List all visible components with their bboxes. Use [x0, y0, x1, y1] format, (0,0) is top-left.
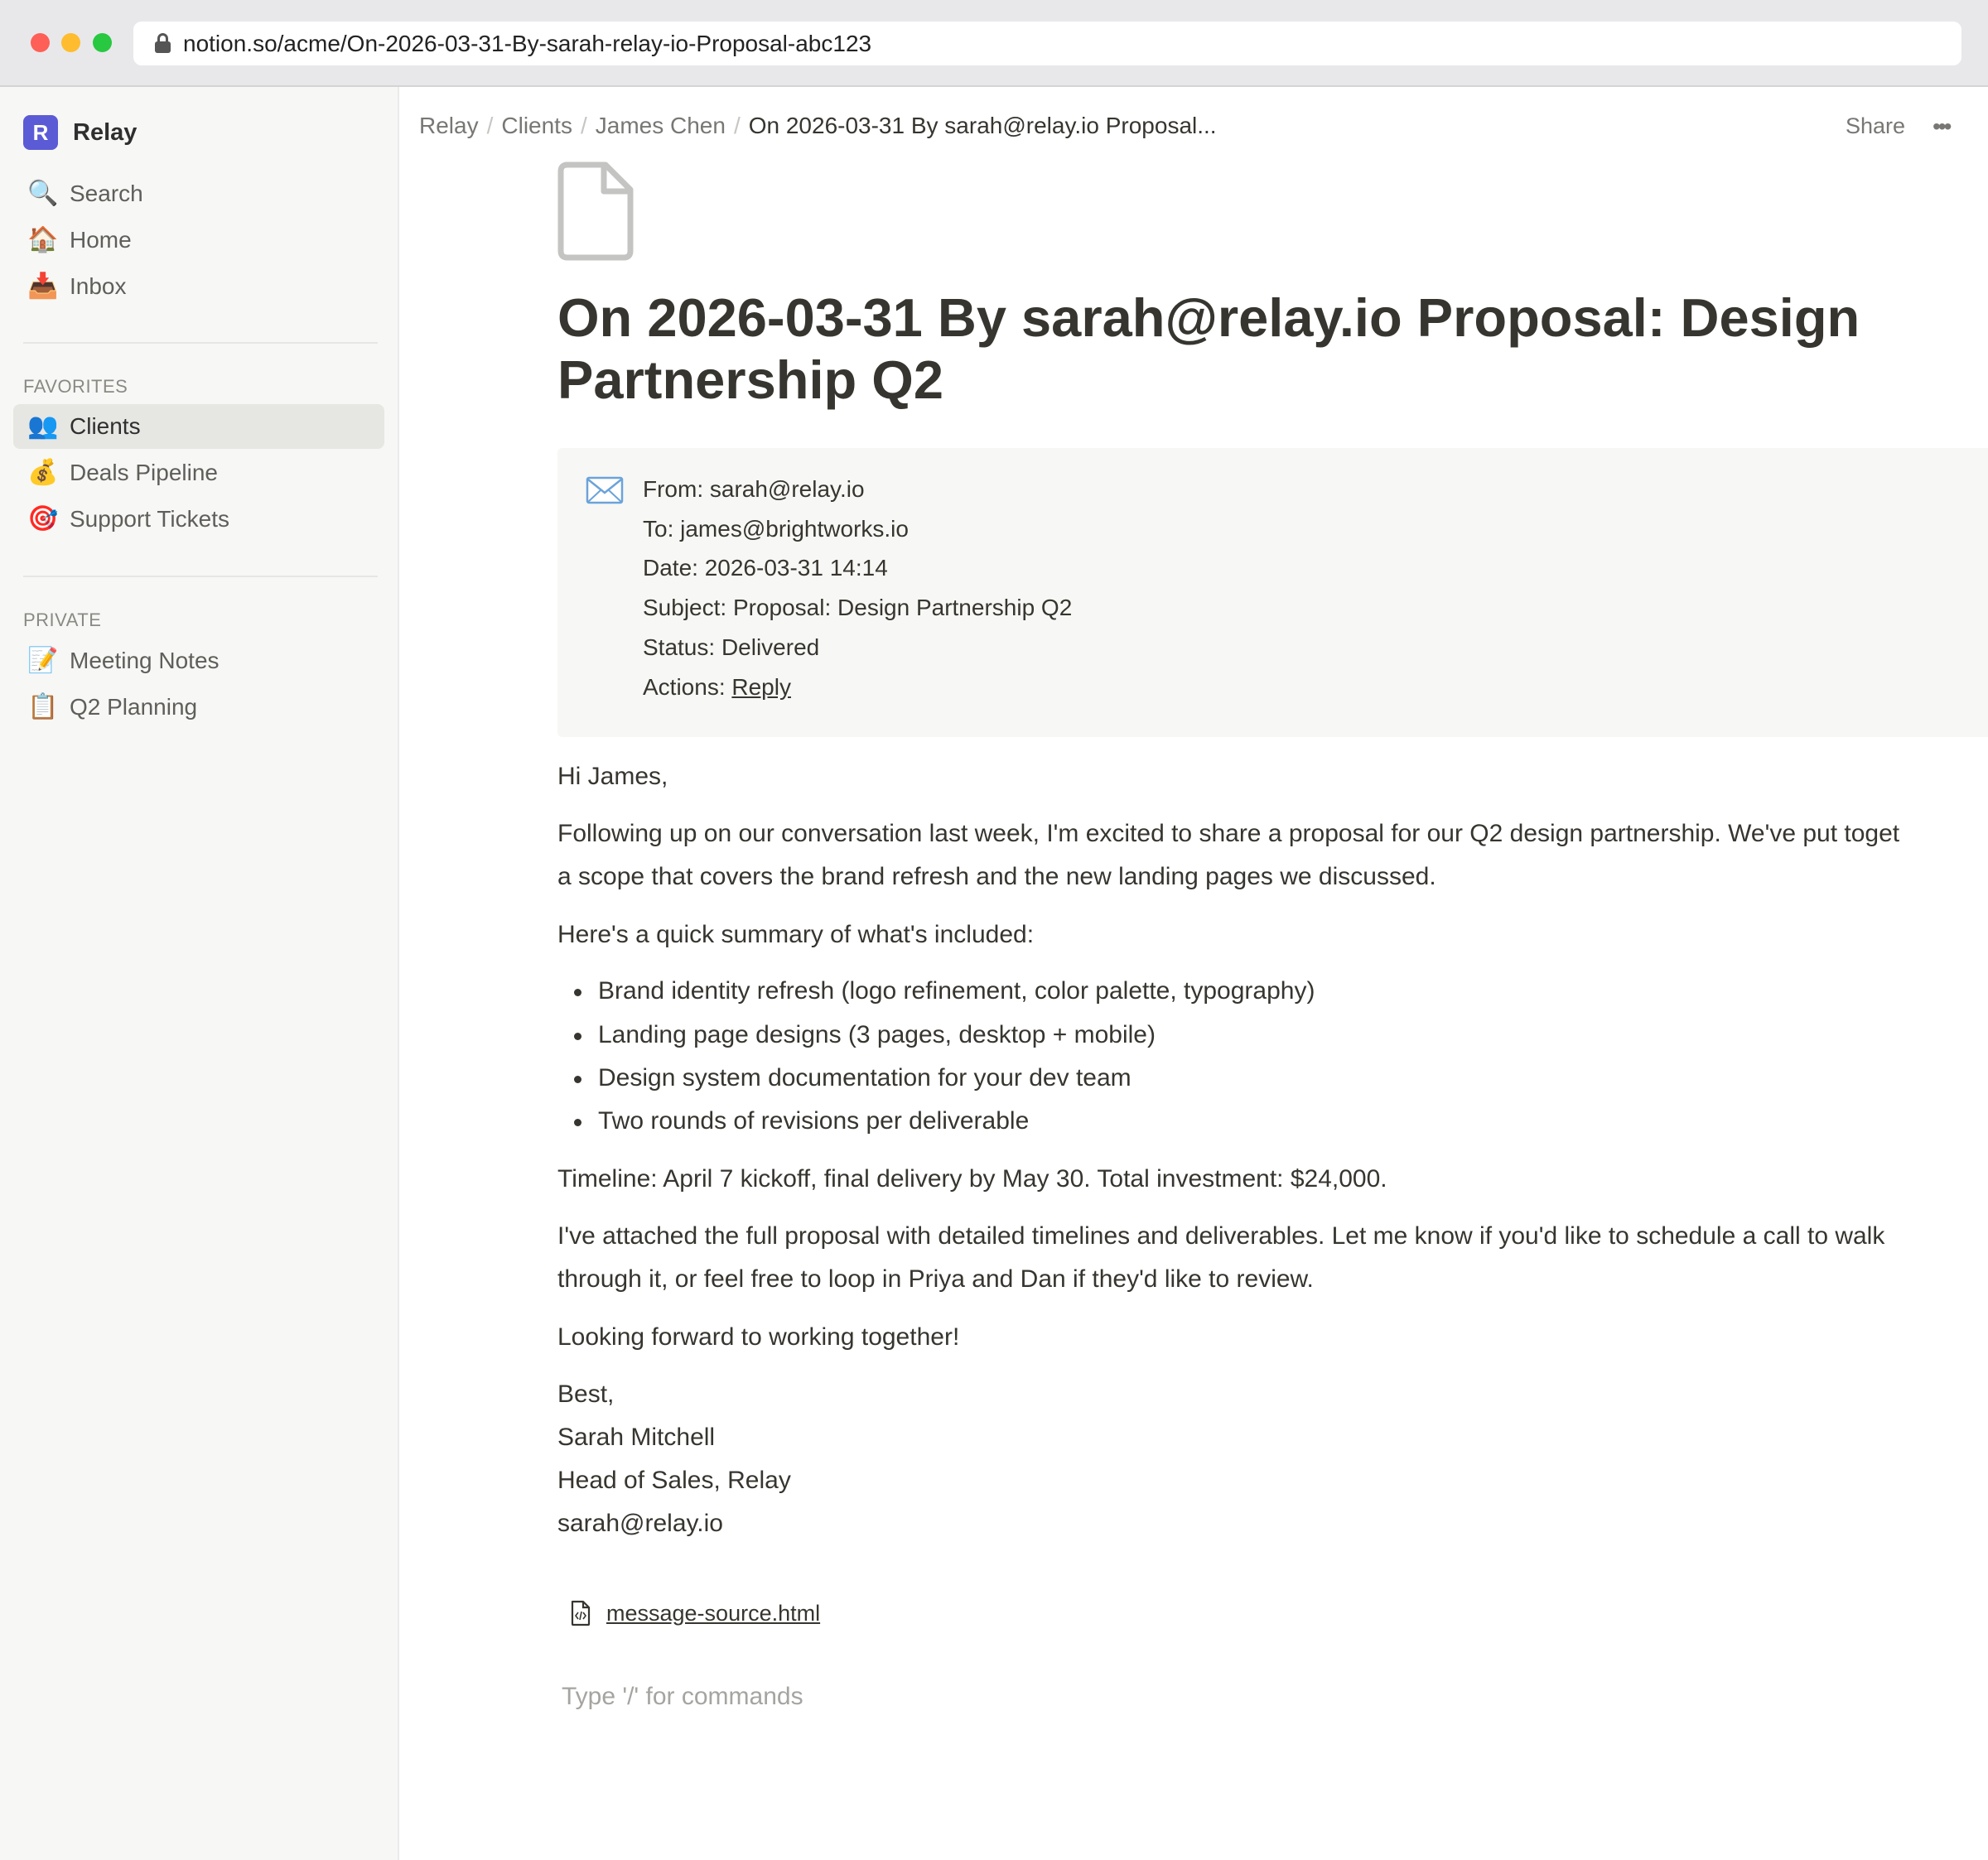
- sidebar-item-support-tickets[interactable]: [13, 497, 384, 542]
- money-bag-icon: 💰: [27, 459, 59, 486]
- sidebar-item-label: Inbox: [70, 273, 127, 299]
- sidebar-item-meeting-notes[interactable]: [13, 638, 384, 683]
- breadcrumb-separator: /: [733, 113, 741, 138]
- body-paragraph-1-line-1: Following up on our conversation last week, I'm excited to share a proposal for our Q2 design partnership. We've put toget: [557, 820, 1900, 847]
- bullet-dot: [574, 1076, 581, 1083]
- command-input-placeholder[interactable]: Type '/' for commands: [562, 1683, 803, 1710]
- clipboard-icon: 📋: [27, 693, 59, 720]
- email-from: From: sarah@relay.io: [643, 476, 865, 502]
- bullet-dot: [574, 1033, 581, 1040]
- breadcrumb-item-current-page[interactable]: On 2026-03-31 By sarah@relay.io Proposal...: [748, 113, 1217, 138]
- signature-name: Sarah Mitchell: [557, 1424, 716, 1451]
- timeline-text: Timeline: April 7 kickoff, final delivery by May 30. Total investment: $24,000.: [557, 1165, 1387, 1193]
- breadcrumb-item-relay[interactable]: Relay: [419, 113, 479, 138]
- bullet-dot: [574, 989, 581, 996]
- inbox-icon: 📥: [27, 272, 59, 300]
- favorites-section-label: FAVORITES: [23, 376, 128, 397]
- sidebar-item-home[interactable]: [13, 218, 384, 263]
- maximize-window-button[interactable]: [93, 33, 112, 52]
- sidebar-item-label: Search: [70, 181, 143, 206]
- list-item: Brand identity refresh (logo refinement, color palette, typography): [598, 977, 1315, 1005]
- sidebar-item-clients[interactable]: [13, 404, 384, 449]
- page-title[interactable]: On 2026-03-31 By sarah@relay.io Proposal: Design Partnership Q2: [557, 287, 1860, 410]
- email-to: To: james@brightworks.io: [643, 516, 909, 542]
- sidebar-item-label: Deals Pipeline: [70, 460, 218, 485]
- list-item: Design system documentation for your dev team: [598, 1064, 1132, 1091]
- workspace-name: Relay: [73, 118, 138, 146]
- list-item: Landing page designs (3 pages, desktop + mobile): [598, 1021, 1156, 1048]
- greeting-text: Hi James,: [557, 763, 668, 790]
- attachment-file-name[interactable]: message-source.html: [606, 1600, 821, 1626]
- close-window-button[interactable]: [31, 33, 50, 52]
- lock-icon: [155, 33, 171, 53]
- email-actions-label: Actions:: [643, 674, 732, 700]
- sidebar: [0, 87, 399, 1860]
- workspace-switcher[interactable]: [23, 115, 137, 150]
- memo-icon: 📝: [27, 647, 59, 674]
- sidebar-item-label: Meeting Notes: [70, 648, 220, 673]
- search-icon: 🔍: [27, 180, 59, 207]
- sidebar-item-label: Q2 Planning: [70, 694, 198, 720]
- breadcrumb-separator: /: [486, 113, 494, 138]
- sidebar-item-q2-planning[interactable]: [13, 685, 384, 730]
- sidebar-item-label: Home: [70, 227, 132, 253]
- body-paragraph-2-line-2: through it, or feel free to loop in Priya and Dan if they'd like to review.: [557, 1265, 1314, 1293]
- breadcrumb-item-james-chen[interactable]: James Chen: [595, 113, 726, 138]
- summary-intro-text: Here's a quick summary of what's included:: [557, 921, 1035, 948]
- url-text: notion.so/acme/On-2026-03-31-By-sarah-relay-io-Proposal-abc123: [183, 31, 872, 56]
- email-date: Date: 2026-03-31 14:14: [643, 555, 888, 581]
- email-metadata-card: [557, 448, 1988, 737]
- email-subject: Subject: Proposal: Design Partnership Q2: [643, 595, 1073, 620]
- body-paragraph-2-line-1: I've attached the full proposal with detailed timelines and deliverables. Let me know if you'd like to schedule a call to walk: [557, 1222, 1885, 1250]
- closing-text: Looking forward to working together!: [557, 1323, 960, 1351]
- more-options-button[interactable]: •••: [1933, 113, 1950, 139]
- sidebar-item-deals-pipeline[interactable]: [13, 451, 384, 495]
- signature-email: sarah@relay.io: [557, 1510, 723, 1537]
- sidebar-item-inbox[interactable]: [13, 264, 384, 309]
- workspace-logo: R: [23, 115, 58, 150]
- sidebar-item-search[interactable]: [13, 171, 384, 216]
- sidebar-divider: [23, 342, 378, 344]
- body-paragraph-1-line-2: a scope that covers the brand refresh and the new landing pages we discussed.: [557, 863, 1436, 890]
- document-icon[interactable]: [557, 161, 634, 261]
- private-section-label: PRIVATE: [23, 610, 102, 630]
- email-status: Status: Delivered: [643, 634, 820, 660]
- email-actions: [643, 674, 791, 701]
- code-file-icon: [570, 1600, 591, 1626]
- breadcrumb-item-clients[interactable]: Clients: [501, 113, 572, 138]
- minimize-window-button[interactable]: [61, 33, 80, 52]
- envelope-icon: [586, 476, 624, 504]
- breadcrumb-separator: /: [580, 113, 587, 138]
- signoff-text: Best,: [557, 1381, 615, 1408]
- address-bar[interactable]: [133, 22, 1961, 65]
- breadcrumb: [419, 113, 1217, 139]
- sidebar-divider: [23, 576, 378, 577]
- sidebar-item-label: Clients: [70, 413, 141, 439]
- attachment-file[interactable]: [570, 1600, 820, 1626]
- sidebar-item-label: Support Tickets: [70, 506, 229, 532]
- target-icon: 🎯: [27, 505, 59, 532]
- home-icon: 🏠: [27, 226, 59, 253]
- list-item: Two rounds of revisions per deliverable: [598, 1107, 1030, 1135]
- reply-link[interactable]: Reply: [731, 674, 791, 700]
- share-button[interactable]: Share: [1846, 113, 1906, 138]
- bullet-dot: [574, 1119, 581, 1126]
- browser-chrome: [0, 0, 1988, 87]
- signature-title: Head of Sales, Relay: [557, 1467, 791, 1494]
- people-icon: 👥: [27, 412, 59, 440]
